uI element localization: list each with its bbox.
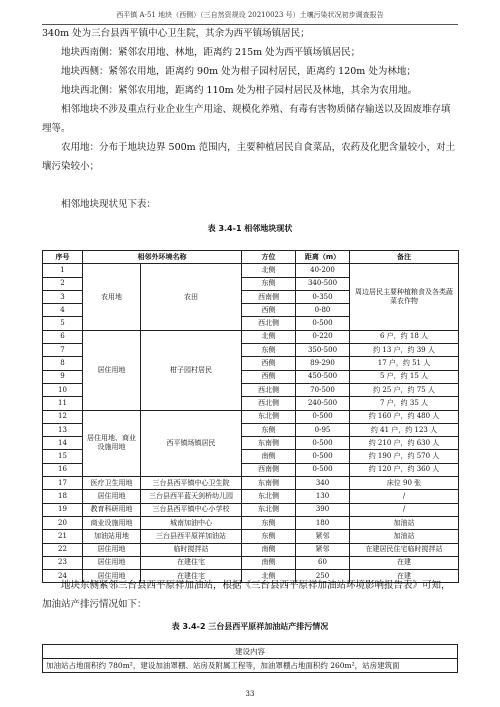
- seq-cell: 2: [43, 277, 83, 290]
- category-cell: 医疗卫生用地: [83, 477, 141, 490]
- distance-cell: 0-500: [296, 410, 350, 423]
- distance-cell: 350-500: [296, 344, 350, 357]
- distance-cell: 40-200: [296, 264, 350, 277]
- distance-cell: 130: [296, 490, 350, 503]
- table-row: [43, 556, 459, 569]
- direction-cell: 东北侧: [242, 503, 296, 516]
- distance-cell: 180: [296, 516, 350, 529]
- distance-cell: 60: [296, 556, 350, 569]
- direction-cell: 南侧: [242, 543, 296, 556]
- distance-cell: 340-500: [296, 277, 350, 290]
- remark-cell: /: [350, 503, 459, 516]
- header-cell: 备注: [350, 251, 459, 264]
- table-row: [43, 503, 459, 516]
- seq-cell: 19: [43, 503, 83, 516]
- remark-cell: 在建居民住宅临时搅拌站: [350, 543, 459, 556]
- table-row: [43, 543, 459, 556]
- category-cell: 居住用地: [83, 330, 141, 410]
- direction-cell: 西北侧: [242, 383, 296, 396]
- seq-cell: 15: [43, 450, 83, 463]
- direction-cell: 西南侧: [242, 463, 296, 476]
- remark-cell: /: [350, 490, 459, 503]
- distance-cell: 70-500: [296, 383, 350, 396]
- seq-cell: 24: [43, 570, 83, 583]
- distance-cell: 紧邻: [296, 543, 350, 556]
- distance-cell: 0-500: [296, 463, 350, 476]
- direction-cell: 南侧: [242, 450, 296, 463]
- remark-cell: 17 户，约 51 人: [350, 357, 459, 370]
- paragraph: 农用地：分布于地块边界 500m 范围内，主要种植居民自食菜品，农药及化肥含量较小，对土壤污染较小；: [42, 142, 456, 172]
- remark-cell: 约 120 户，约 360 人: [350, 463, 459, 476]
- direction-cell: 西侧: [242, 357, 296, 370]
- category-cell: 居住用地、商业设施用地: [83, 410, 141, 476]
- seq-cell: 23: [43, 556, 83, 569]
- direction-cell: 西侧: [242, 304, 296, 317]
- paragraph: 地块西侧：紧邻农用地，距离约 90m 处为柑子园村居民，距离约 120m 处为林地；: [61, 66, 416, 77]
- name-cell: 在建住宅: [141, 556, 242, 569]
- name-cell: 三台县西平镇中心小学校: [141, 503, 242, 516]
- remark-cell: 在建: [350, 556, 459, 569]
- seq-cell: 16: [43, 463, 83, 476]
- direction-cell: 东侧: [242, 516, 296, 529]
- name-cell: 西平镇场镇居民: [141, 410, 242, 476]
- paragraph: 地块西南侧：紧邻农用地、林地，距离约 215m 处为西平镇场镇居民；: [61, 47, 361, 58]
- distance-cell: 340: [296, 477, 350, 490]
- seq-cell: 21: [43, 530, 83, 543]
- seq-cell: 17: [43, 477, 83, 490]
- seq-cell: 5: [43, 317, 83, 330]
- direction-cell: 东侧: [242, 277, 296, 290]
- name-cell: 农田: [141, 264, 242, 330]
- remark-cell: 约 160 户，约 480 人: [350, 410, 459, 423]
- direction-cell: 东北侧: [242, 410, 296, 423]
- table-row: [43, 516, 459, 529]
- direction-cell: 西南侧: [242, 290, 296, 303]
- distance-cell: 390: [296, 503, 350, 516]
- distance-cell: 450-500: [296, 370, 350, 383]
- content-cell: 加油站占地面积约 780m²，建设加油罩棚、站房及附属工程等，加油罩棚占地面积约 260m²，站房建筑面: [43, 659, 458, 673]
- remark-cell: 5 户，约 15 人: [350, 370, 459, 383]
- seq-cell: 8: [43, 357, 83, 370]
- header-cell: 方位: [242, 251, 296, 264]
- adjacent-plots-table: [42, 250, 459, 583]
- direction-cell: 西北侧: [242, 317, 296, 330]
- remark-cell: 床位 90 张: [350, 477, 459, 490]
- direction-cell: 东南侧: [242, 477, 296, 490]
- seq-cell: 9: [43, 370, 83, 383]
- paragraph: 地块西北侧：紧邻农用地，距离约 110m 处为柑子园村居民及林地，其余为农用地。: [61, 85, 418, 96]
- table-row: [43, 659, 458, 673]
- remark-cell: 约 190 户，约 570 人: [350, 450, 459, 463]
- seq-cell: 22: [43, 543, 83, 556]
- header-cell: 距离（m）: [296, 251, 350, 264]
- seq-cell: 1: [43, 264, 83, 277]
- table-header-row: [43, 645, 458, 659]
- table-row: [43, 264, 459, 277]
- table-row: [43, 490, 459, 503]
- page-number: 33: [245, 690, 255, 698]
- seq-cell: 10: [43, 383, 83, 396]
- category-cell: 居住用地: [83, 490, 141, 503]
- name-cell: 在建住宅: [141, 570, 242, 583]
- remark-cell: 周边居民主要种植粮食及各类蔬菜农作物: [350, 264, 459, 330]
- header-cell: 建设内容: [43, 645, 458, 659]
- direction-cell: 北侧: [242, 330, 296, 343]
- seq-cell: 14: [43, 437, 83, 450]
- seq-cell: 13: [43, 423, 83, 436]
- remark-cell: 约 41 户，约 123 人: [350, 423, 459, 436]
- name-cell: 三台县西平原祥加油站: [141, 530, 242, 543]
- distance-cell: 紧邻: [296, 530, 350, 543]
- direction-cell: 西北侧: [242, 397, 296, 410]
- paragraph: 地块东侧紧邻三台县西平原祥加油站，根据《三台县西平原祥加油站环境影响报告表》可知，加油站产排污情况如下：: [42, 580, 451, 610]
- name-cell: 三台县西平蓝天剑桥幼儿园: [141, 490, 242, 503]
- distance-cell: 0-220: [296, 330, 350, 343]
- distance-cell: 89-290: [296, 357, 350, 370]
- seq-cell: 4: [43, 304, 83, 317]
- gas-station-table: [42, 644, 458, 673]
- table-row: [43, 410, 459, 423]
- direction-cell: 东侧: [242, 530, 296, 543]
- table-row: [43, 477, 459, 490]
- remark-cell: 7 户，约 35 人: [350, 397, 459, 410]
- seq-cell: 6: [43, 330, 83, 343]
- direction-cell: 东北侧: [242, 490, 296, 503]
- category-cell: 居住用地: [83, 570, 141, 583]
- table-header-row: [43, 251, 459, 264]
- table-caption: 表 3.4-2 三台县西平原祥加油站产排污情况: [171, 622, 329, 631]
- remark-cell: 约 13 户，约 39 人: [350, 344, 459, 357]
- category-cell: 居住用地: [83, 556, 141, 569]
- name-cell: 城南加油中心: [141, 516, 242, 529]
- distance-cell: 0-500: [296, 437, 350, 450]
- category-cell: 农用地: [83, 264, 141, 330]
- page-header: 西平镇 A-51 地块（西侧）（三自然资规设 20210023 号）土壤污染状况初步调查报告: [42, 10, 458, 25]
- direction-cell: 北侧: [242, 570, 296, 583]
- seq-cell: 12: [43, 410, 83, 423]
- distance-cell: 0-350: [296, 290, 350, 303]
- header-cell: 序号: [43, 251, 83, 264]
- remark-cell: 在建: [350, 570, 459, 583]
- distance-cell: 0-95: [296, 423, 350, 436]
- remark-cell: 加油站: [350, 516, 459, 529]
- table-row: [43, 530, 459, 543]
- paragraph: 相邻地块不涉及重点行业企业生产用途、规模化养殖、有毒有害物质储存输送以及固废堆存填埋等。: [42, 104, 451, 134]
- remark-cell: 约 210 户，约 630 人: [350, 437, 459, 450]
- paragraph: 相邻地块现状见下表：: [61, 199, 157, 210]
- direction-cell: 东南侧: [242, 437, 296, 450]
- category-cell: 教育科研用地: [83, 503, 141, 516]
- seq-cell: 3: [43, 290, 83, 303]
- remark-cell: 6 户，约 18 人: [350, 330, 459, 343]
- remark-cell: 加油站: [350, 530, 459, 543]
- distance-cell: 240-500: [296, 397, 350, 410]
- seq-cell: 7: [43, 344, 83, 357]
- name-cell: 柑子园村居民: [141, 330, 242, 410]
- category-cell: 居住用地: [83, 543, 141, 556]
- distance-cell: 0-80: [296, 304, 350, 317]
- distance-cell: 250: [296, 570, 350, 583]
- direction-cell: 东侧: [242, 344, 296, 357]
- header-cell: 相邻外环境名称: [83, 251, 242, 264]
- remark-cell: 约 25 户，约 75 人: [350, 383, 459, 396]
- direction-cell: 东侧: [242, 423, 296, 436]
- category-cell: 商业设施用地: [83, 516, 141, 529]
- direction-cell: 南侧: [242, 556, 296, 569]
- category-cell: 加油站用地: [83, 530, 141, 543]
- seq-cell: 11: [43, 397, 83, 410]
- paragraph: 340m 处为三台县西平镇中心卫生院，其余为西平镇场镇居民；: [42, 28, 310, 39]
- distance-cell: 0-500: [296, 317, 350, 330]
- table-row: [43, 330, 459, 343]
- name-cell: 三台县西平镇中心卫生院: [141, 477, 242, 490]
- direction-cell: 西侧: [242, 370, 296, 383]
- name-cell: 临时搅拌站: [141, 543, 242, 556]
- direction-cell: 北侧: [242, 264, 296, 277]
- distance-cell: 0-500: [296, 450, 350, 463]
- seq-cell: 18: [43, 490, 83, 503]
- table-caption: 表 3.4-1 相邻地块现状: [207, 224, 293, 233]
- seq-cell: 20: [43, 516, 83, 529]
